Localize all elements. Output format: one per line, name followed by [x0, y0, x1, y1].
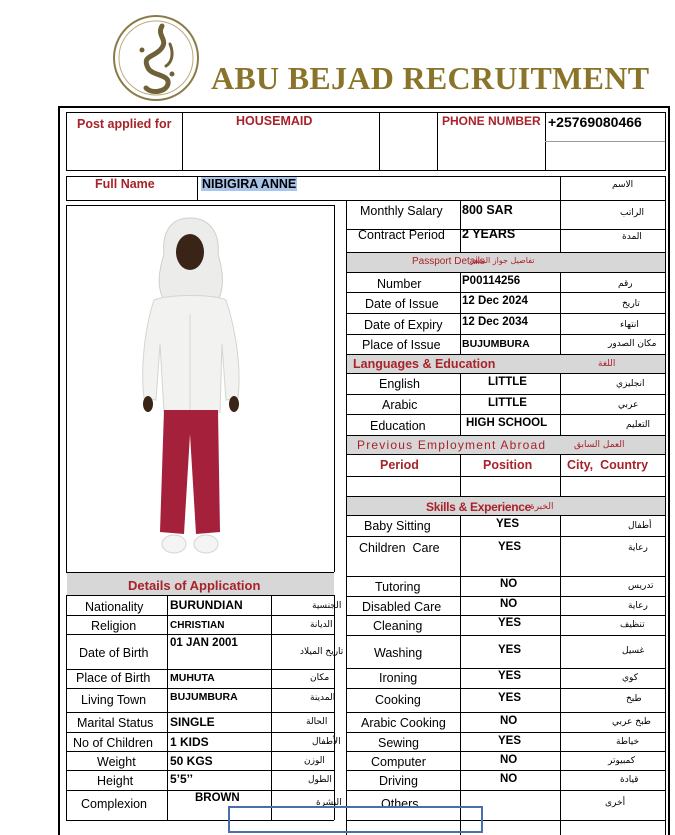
- candidate-photo: [134, 214, 246, 560]
- religion-arabic: الديانة: [310, 620, 333, 630]
- others-arabic: أخرى: [605, 798, 626, 808]
- ironing-label: Ironing: [379, 671, 418, 685]
- employment-title-arabic: العمل السابق: [574, 440, 625, 450]
- tutoring-value: NO: [500, 578, 518, 590]
- no-of-children-value: 1 KIDS: [170, 735, 209, 749]
- children-care-arabic: رعاية: [628, 543, 648, 553]
- washing-arabic: غسيل: [622, 646, 645, 656]
- phone-number-label: PHONE NUMBER: [442, 114, 541, 128]
- washing-label: Washing: [374, 646, 423, 660]
- complexion-label: Complexion: [81, 797, 148, 811]
- ironing-value: YES: [498, 670, 522, 682]
- english-value: LITTLE: [488, 376, 527, 388]
- marital-status-arabic: الحالة: [306, 717, 328, 727]
- english-label: English: [379, 377, 420, 391]
- employment-title: Previous Employment Abroad: [357, 438, 547, 452]
- cooking-label: Cooking: [375, 693, 421, 707]
- passport-place-of-issue-arabic: مكان الصدور: [608, 339, 657, 349]
- sewing-value: YES: [498, 735, 522, 747]
- passport-place-of-issue-label: Place of Issue: [362, 338, 441, 352]
- disabled-care-value: NO: [500, 598, 518, 610]
- arabic-cooking-label: Arabic Cooking: [361, 716, 446, 730]
- arabic-arabic: عربي: [618, 400, 639, 410]
- no-of-children-arabic: الأطفال: [312, 737, 341, 747]
- disabled-care-label: Disabled Care: [362, 600, 442, 614]
- company-name: ABU BEJAD RECRUITMENT: [211, 60, 650, 96]
- skills-title: Skills & Experience: [426, 500, 532, 514]
- monthly-salary-value: 800 SAR: [462, 203, 513, 217]
- skills-title-arabic: الخبرة: [530, 502, 554, 512]
- passport-title: Passport Details: [412, 256, 485, 267]
- sewing-label: Sewing: [378, 736, 419, 750]
- baby-sitting-arabic: أطفال: [628, 521, 652, 531]
- contract-period-arabic: المدة: [622, 232, 642, 242]
- full-name-label: Full Name: [95, 177, 155, 191]
- computer-label: Computer: [371, 755, 426, 769]
- driving-value: NO: [500, 773, 518, 785]
- education-value: HIGH SCHOOL: [466, 417, 548, 429]
- place-of-birth-value: MUHUTA: [170, 672, 215, 684]
- complexion-value: BROWN: [195, 792, 240, 804]
- date-of-birth-label: Date of Birth: [79, 646, 149, 660]
- religion-label: Religion: [91, 619, 137, 633]
- computer-value: NO: [500, 754, 518, 766]
- education-arabic: التعليم: [626, 420, 650, 430]
- passport-number-label: Number: [377, 277, 422, 291]
- monthly-salary-arabic: الراتب: [620, 208, 645, 218]
- no-of-children-label: No of Children: [73, 736, 153, 750]
- passport-expiry-date-value: 12 Dec 2034: [462, 316, 528, 328]
- cooking-value: YES: [498, 692, 522, 704]
- baby-sitting-label: Baby Sitting: [364, 519, 431, 533]
- company-logo: [112, 14, 200, 102]
- weight-value: 50 KGS: [170, 754, 213, 768]
- full-name-arabic: الاسم: [612, 180, 634, 190]
- languages-title-arabic: اللغة: [598, 359, 616, 369]
- height-label: Height: [97, 774, 134, 788]
- arabic-cooking-arabic: طبخ عربي: [612, 717, 651, 727]
- english-arabic: انجليزي: [616, 379, 645, 389]
- children-care-label: Children Care: [359, 541, 440, 555]
- weight-arabic: الوزن: [304, 756, 325, 766]
- contract-period-label: Contract Period: [358, 228, 445, 242]
- cooking-arabic: طبخ: [626, 694, 642, 704]
- living-town-arabic: المدينة: [310, 693, 336, 703]
- marital-status-label: Marital Status: [77, 716, 154, 730]
- passport-expiry-date-label: Date of Expiry: [364, 318, 443, 332]
- height-value: 5’5’’: [170, 772, 193, 786]
- baby-sitting-value: YES: [496, 518, 520, 530]
- nationality-arabic: الجنسية: [312, 601, 342, 611]
- driving-label: Driving: [379, 774, 418, 788]
- passport-issue-date-label: Date of Issue: [365, 297, 439, 311]
- complexion-arabic: البشرة: [316, 798, 342, 808]
- employment-period-header: Period: [380, 458, 419, 472]
- date-of-birth-value: 01 JAN 2001: [170, 637, 238, 649]
- passport-expiry-date-arabic: انتهاء: [620, 320, 639, 330]
- education-label: Education: [370, 419, 426, 433]
- passport-place-of-issue-value: BUJUMBURA: [462, 338, 530, 350]
- arabic-value: LITTLE: [488, 397, 527, 409]
- computer-arabic: كمبيوتر: [608, 756, 636, 766]
- nationality-value: BURUNDIAN: [170, 598, 243, 612]
- nationality-label: Nationality: [85, 600, 144, 614]
- arabic-cooking-value: NO: [500, 715, 518, 727]
- living-town-label: Living Town: [81, 693, 147, 707]
- languages-title: Languages & Education: [353, 357, 496, 371]
- driving-arabic: قيادة: [620, 775, 639, 785]
- washing-value: YES: [498, 644, 522, 656]
- sewing-arabic: خياطة: [616, 737, 640, 747]
- arabic-label: Arabic: [382, 398, 418, 412]
- cleaning-value: YES: [498, 617, 522, 629]
- marital-status-value: SINGLE: [170, 715, 215, 729]
- post-applied-value: HOUSEMAID: [236, 114, 313, 128]
- place-of-birth-arabic: مكان: [310, 673, 330, 683]
- weight-label: Weight: [97, 755, 136, 769]
- employment-position-header: Position: [483, 458, 533, 472]
- contract-period-value: 2 YEARS: [462, 227, 516, 241]
- cleaning-arabic: تنظيف: [620, 620, 645, 630]
- passport-number-arabic: رقم: [618, 279, 633, 289]
- children-care-value: YES: [498, 541, 522, 553]
- employment-city-country-header: City, Country: [567, 458, 649, 472]
- passport-issue-date-arabic: تاريخ: [622, 299, 640, 309]
- ironing-arabic: كوي: [622, 673, 638, 683]
- disabled-care-arabic: رعاية: [628, 601, 648, 611]
- living-town-value: BUJUMBURA: [170, 691, 238, 703]
- monthly-salary-label: Monthly Salary: [360, 204, 443, 218]
- full-name-value: NIBIGIRA ANNE: [202, 177, 297, 191]
- application-title: Details of Application: [128, 578, 261, 593]
- tutoring-arabic: تدريس: [628, 581, 654, 591]
- passport-number-value: P00114256: [462, 275, 521, 287]
- passport-title-arabic: تفاصيل جواز السفر: [470, 256, 535, 265]
- selection-box[interactable]: [228, 806, 483, 833]
- date-of-birth-arabic: تاريخ الميلاد: [300, 647, 344, 657]
- post-applied-label: Post applied for: [77, 117, 172, 131]
- passport-issue-date-value: 12 Dec 2024: [462, 295, 528, 307]
- religion-value: CHRISTIAN: [170, 620, 225, 631]
- phone-number-value: +25769080466: [548, 114, 642, 130]
- tutoring-label: Tutoring: [375, 580, 421, 594]
- height-arabic: الطول: [308, 775, 332, 785]
- cleaning-label: Cleaning: [373, 619, 423, 633]
- place-of-birth-label: Place of Birth: [76, 671, 151, 685]
- others-label: Others: [381, 797, 419, 811]
